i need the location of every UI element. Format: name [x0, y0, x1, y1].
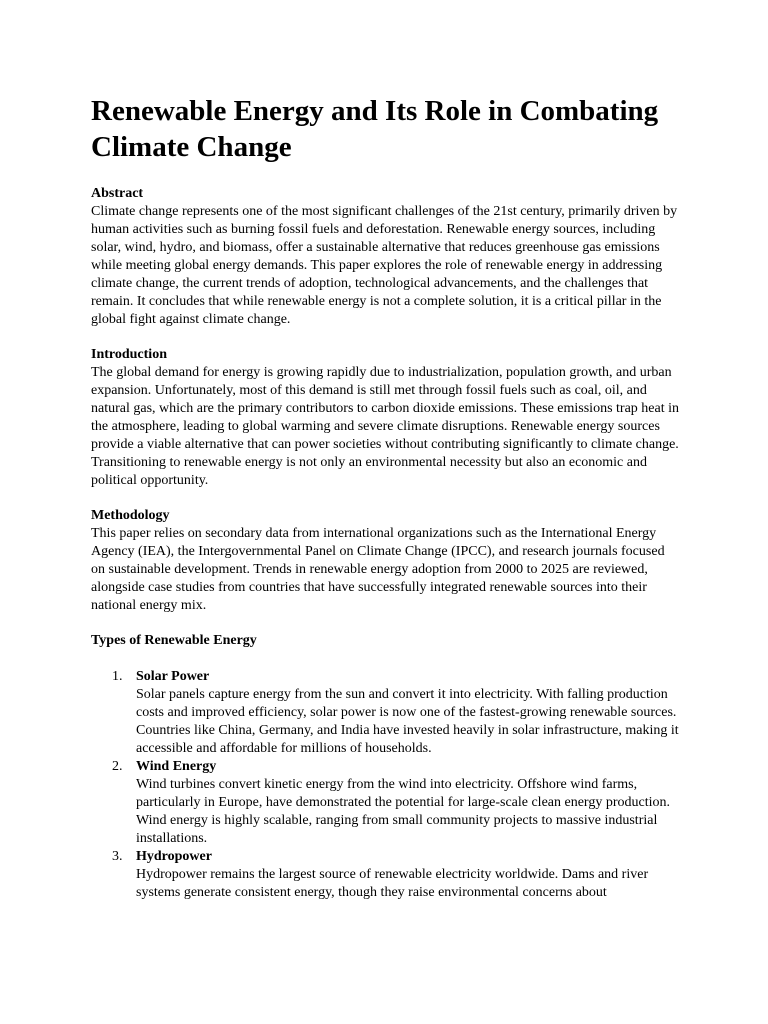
list-item-title: Hydropower — [136, 849, 212, 864]
list-item-title: Solar Power — [136, 669, 210, 684]
methodology-text: This paper relies on secondary data from international organizations such as the International Energy Agency (IEA), the Intergovernmental Panel on Climate Change (IPCC), and research journals focused on sustainable development. Trends in renewable energy adoption from 2000 to 2025 are reviewed, alongside case studies from countries that have successfully integrated renewable sources into their national energy mix. — [91, 526, 665, 613]
list-item — [91, 668, 681, 758]
list-item-number: 2. — [112, 759, 123, 774]
list-item-title: Wind Energy — [136, 759, 217, 774]
introduction-text: The global demand for energy is growing rapidly due to industrialization, population growth, and urban expansion. Unfortunately, most of this demand is still met through fossil fuels such as coal, oil, and natural gas, which are the primary contributors to carbon dioxide emissions. These emissions trap heat in the atmosphere, leading to global warming and severe climate disruptions. Renewable energy sources provide a viable alternative that can power societies without contributing significantly to climate change. Transitioning to renewable energy is not only an environmental necessity but also an economic and political opportunity. — [91, 365, 679, 488]
list-item-text: Solar panels capture energy from the sun and convert it into electricity. With falling production costs and improved efficiency, solar power is now one of the fastest-growing renewable sources. Countries like China, Germany, and India have invested heavily in solar infrastructure, making it accessible and affordable for millions of households. — [136, 687, 679, 756]
document-body — [91, 93, 681, 902]
introduction-section — [91, 346, 681, 490]
types-list — [91, 668, 681, 902]
methodology-section — [91, 507, 681, 615]
abstract-text: Climate change represents one of the most significant challenges of the 21st century, primarily driven by human activities such as burning fossil fuels and deforestation. Renewable energy sources, including solar, wind, hydro, and biomass, offer a sustainable alternative that reduces greenhouse gas emissions while meeting global energy demands. This paper explores the role of renewable energy in addressing climate change, the current trends of adoption, technological advancements, and the challenges that remain. It concludes that while renewable energy is not a complete solution, it is a critical pillar in the global fight against climate change. — [91, 204, 678, 327]
list-item-number: 1. — [112, 669, 123, 684]
list-item-text: Wind turbines convert kinetic energy from the wind into electricity. Offshore wind farms, particularly in Europe, have demonstrated the potential for large-scale clean energy production. Wind energy is highly scalable, ranging from small community projects to massive industrial installations. — [136, 777, 670, 846]
abstract-section — [91, 185, 681, 329]
types-section — [91, 632, 681, 902]
methodology-heading: Methodology — [91, 508, 170, 523]
list-item — [91, 848, 681, 902]
list-item — [91, 758, 681, 848]
list-item-number: 3. — [112, 849, 123, 864]
types-heading: Types of Renewable Energy — [91, 633, 257, 648]
document-title: Renewable Energy and Its Role in Combating Climate Change — [91, 95, 659, 163]
list-item-text: Hydropower remains the largest source of renewable electricity worldwide. Dams and river systems generate consistent energy, though they raise environmental concerns about — [136, 867, 649, 900]
introduction-heading: Introduction — [91, 347, 167, 362]
abstract-heading: Abstract — [91, 186, 144, 201]
